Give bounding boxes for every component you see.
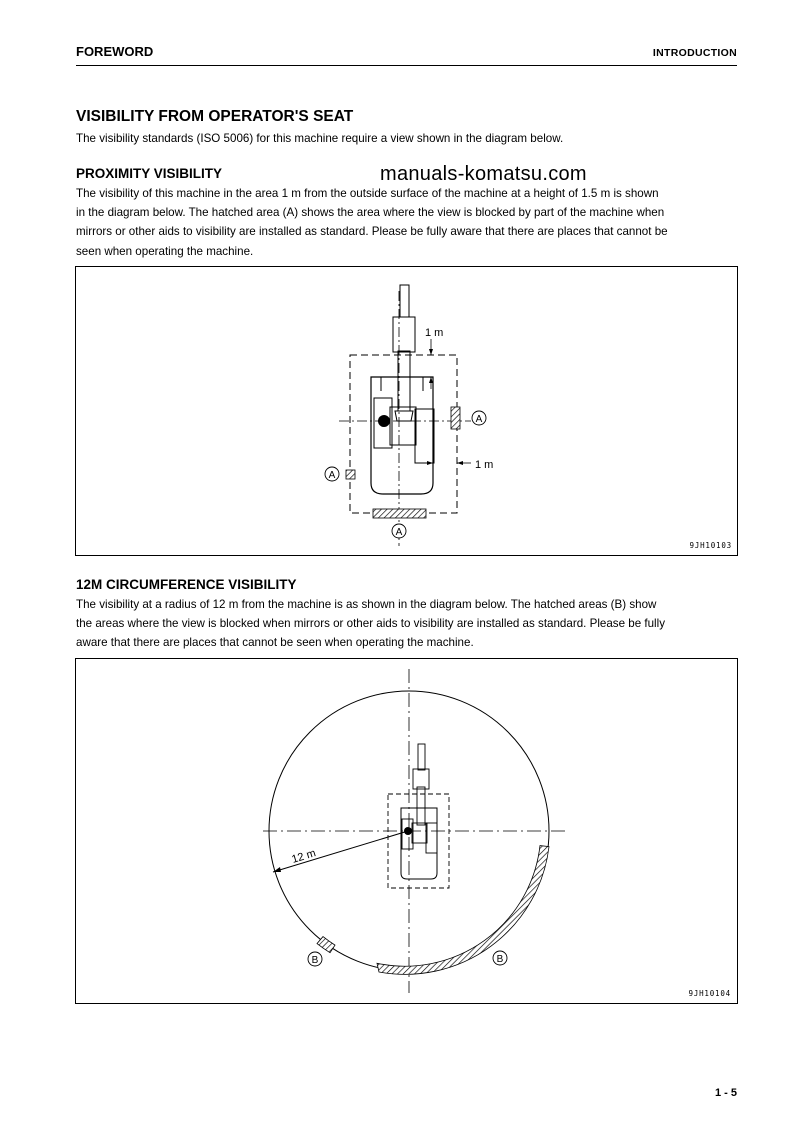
arm	[393, 317, 415, 352]
circumference-heading: 12M CIRCUMFERENCE VISIBILITY	[76, 577, 297, 592]
machine-body	[371, 377, 433, 494]
chapter-label: INTRODUCTION	[652, 47, 737, 59]
boom	[398, 351, 410, 411]
circumference-diagram	[75, 658, 738, 1004]
circumference-line: aware that there are places that cannot be seen when operating the machine.	[76, 636, 474, 650]
section-label: FOREWORD	[76, 44, 154, 59]
center-frame	[412, 823, 427, 843]
blocked-area-left	[346, 470, 355, 479]
marker-b-left: B	[311, 955, 319, 966]
dim-side-label: 1 m	[475, 459, 494, 471]
arm	[413, 769, 429, 789]
page-title: VISIBILITY FROM OPERATOR'S SEAT	[76, 108, 354, 125]
figure-code: 9JH10104	[688, 989, 731, 998]
operator-eye-point	[378, 415, 390, 427]
marker-a-bottom: A	[395, 527, 403, 538]
circumference-line: the areas where the view is blocked when mirrors or other aids to visibility are installed as standard. Please be fully	[76, 617, 665, 631]
proximity-paragraph	[76, 184, 738, 261]
circumference-diagram-svg	[76, 659, 737, 1003]
watermark-text: manuals-komatsu.com	[380, 163, 587, 185]
blocked-area-rear	[373, 509, 426, 518]
marker-a-right: A	[475, 414, 483, 425]
one-meter-boundary	[350, 355, 457, 513]
proximity-diagram-svg	[76, 267, 737, 555]
proximity-line: seen when operating the machine.	[76, 244, 254, 258]
intro-paragraph: The visibility standards (ISO 5006) for this machine require a view shown in the diagram below.	[76, 132, 564, 145]
figure-code: 9JH10103	[689, 541, 732, 550]
proximity-line: in the diagram below. The hatched area (A) shows the area where the view is blocked by part of the machine when	[76, 206, 665, 220]
radius-label: 12 m	[290, 847, 318, 866]
center-frame	[390, 407, 416, 445]
engine-cover	[415, 409, 434, 463]
proximity-line: The visibility of this machine in the area 1 m from the outside surface of the machine at a height of 1.5 m is shown	[76, 187, 659, 200]
proximity-line: mirrors or other aids to visibility are installed as standard. Please be fully aware that there are places that cannot be	[76, 225, 668, 239]
marker-a-left: A	[328, 470, 336, 481]
arm-top	[418, 744, 425, 770]
boom-foot	[395, 411, 413, 421]
arm-top	[400, 285, 409, 317]
proximity-heading: PROXIMITY VISIBILITY	[76, 166, 223, 181]
engine-cover	[426, 823, 437, 853]
blocked-arc-right	[377, 846, 549, 975]
boom	[417, 787, 425, 825]
page-number: 1 - 5	[714, 1087, 737, 1099]
marker-b-right: B	[496, 954, 504, 965]
header-rule	[76, 65, 737, 66]
proximity-diagram	[75, 266, 738, 556]
circumference-paragraph	[76, 595, 738, 653]
blocked-area-right	[451, 407, 460, 429]
dim-front-label: 1 m	[425, 327, 444, 339]
circumference-line: The visibility at a radius of 12 m from the machine is as shown in the diagram below. The hatched areas (B) show	[76, 598, 657, 611]
